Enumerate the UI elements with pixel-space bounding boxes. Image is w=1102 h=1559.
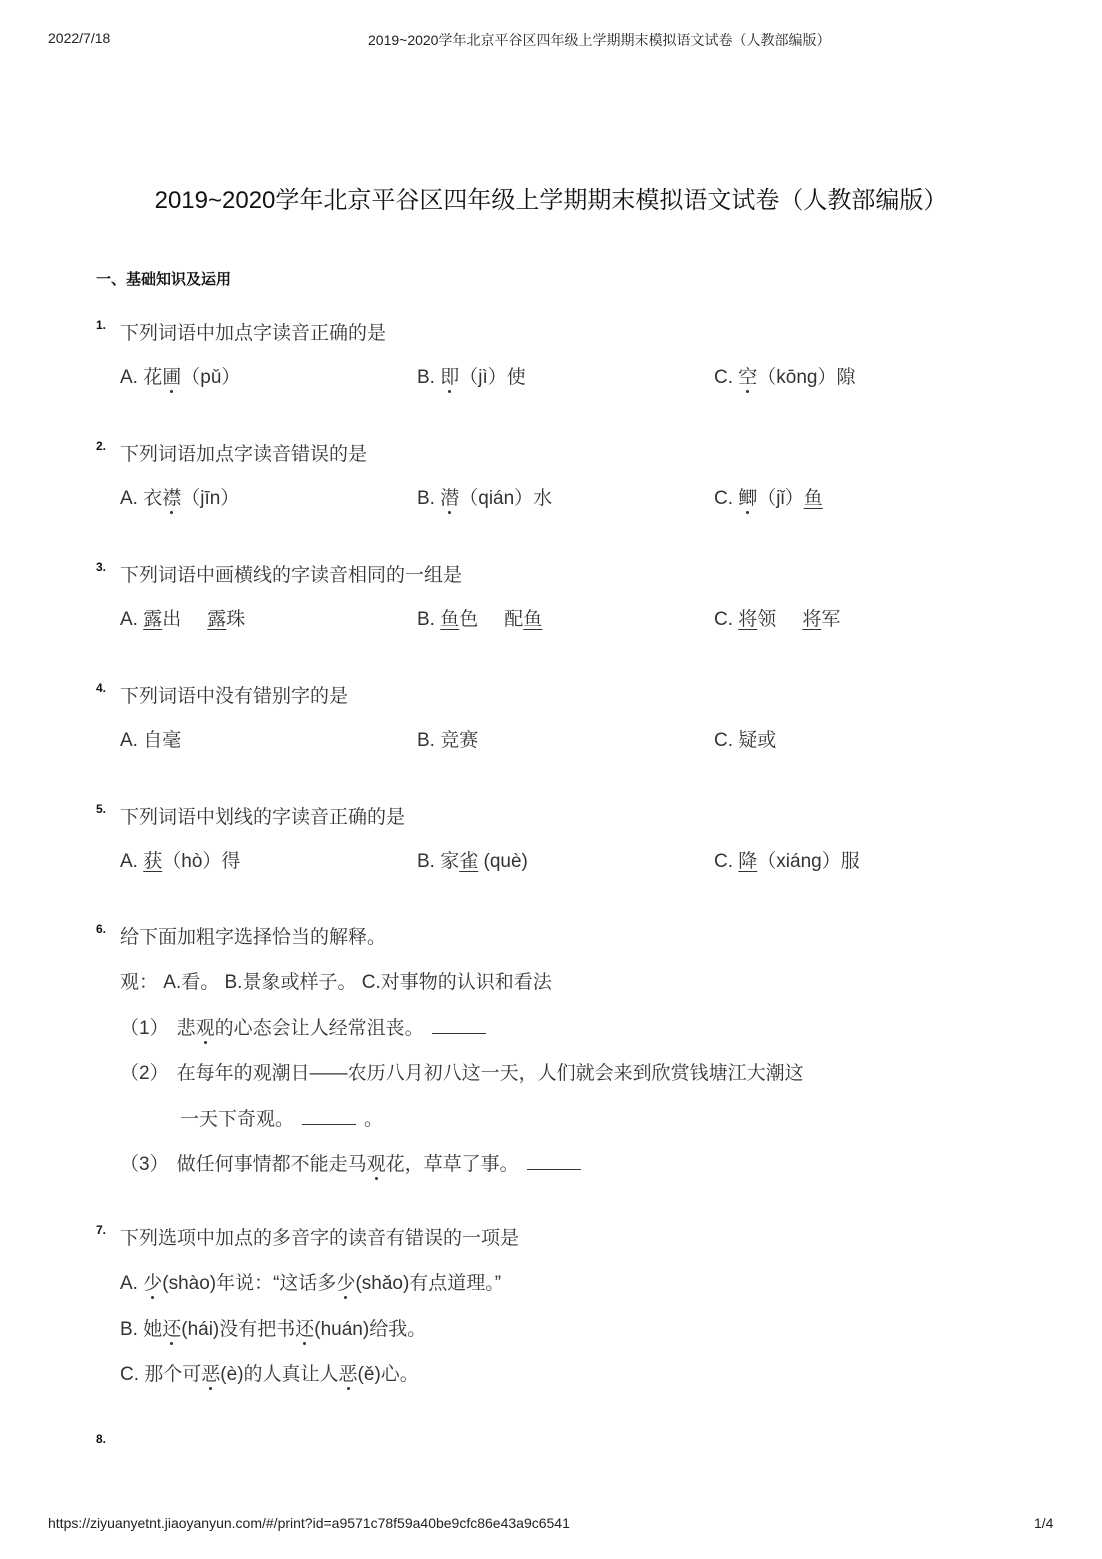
footer-url[interactable]: https://ziyuanyetnt.jiaoyanyun.com/#/print?id=a9571c78f59a40be9cfc86e43a9c6541 — [48, 1515, 570, 1531]
options — [120, 483, 1020, 513]
sub-item-2-cont: 一天下奇观。 。 — [180, 1104, 383, 1131]
answer-blank[interactable] — [302, 1106, 356, 1125]
option-a[interactable]: A. 露出 露珠 — [120, 609, 246, 630]
option-b[interactable]: B. 潜（qián）水 — [417, 483, 552, 510]
option-b[interactable]: B. 竞赛 — [417, 730, 479, 751]
question-number: 8. — [96, 1432, 107, 1446]
option-a[interactable]: A. 获（hò）得 — [120, 851, 241, 872]
option-a[interactable]: A. 花圃（pǔ） — [120, 362, 240, 389]
options — [120, 725, 1020, 755]
header-title: 2019~2020学年北京平谷区四年级上学期期末模拟语文试卷（人教部编版） — [368, 32, 831, 48]
option-b[interactable]: B. 她还(hái)没有把书还(huán)给我。 — [120, 1314, 426, 1341]
option-c[interactable]: C. 空（kōng）隙 — [714, 362, 856, 389]
page-title: 2019~2020学年北京平谷区四年级上学期期末模拟语文试卷（人教部编版） — [154, 187, 948, 214]
option-b[interactable]: B. 即（jì）使 — [417, 362, 526, 389]
question-stem: 给下面加粗字选择恰当的解释。 — [120, 927, 387, 948]
sub-item-2: （2） 在每年的观潮日——农历八月初八这一天，人们就会来到欣赏钱塘江大潮这 — [120, 1063, 804, 1084]
option-c[interactable]: C. 那个可恶(è)的人真让人恶(ě)心。 — [120, 1359, 419, 1386]
options — [120, 604, 1020, 634]
option-c[interactable]: C. 鲫（jǐ）鱼 — [714, 483, 823, 510]
answer-blank[interactable] — [432, 1015, 486, 1034]
options — [120, 846, 1020, 876]
sub-item-1: （1） 悲观的心态会让人经常沮丧。 — [120, 1013, 486, 1040]
question-number: 4. — [96, 681, 107, 695]
question-number: 1. — [96, 318, 107, 332]
question-number: 2. — [96, 439, 107, 453]
page-number: 1/4 — [1034, 1515, 1054, 1531]
question-stem: 下列词语中加点字读音正确的是 — [120, 323, 387, 344]
option-a[interactable]: A. 少(shào)年说：“这话多少(shǎo)有点道理。” — [120, 1268, 501, 1295]
option-b[interactable]: B. 鱼色 配鱼 — [417, 609, 543, 630]
option-c[interactable]: C. 疑或 — [714, 730, 777, 751]
explanation-options: 观： A.看。 B.景象或样子。 C.对事物的认识和看法 — [120, 972, 552, 993]
header-date: 2022/7/18 — [48, 30, 111, 46]
option-c[interactable]: C. 将领 将军 — [714, 609, 841, 630]
question-stem: 下列词语中没有错别字的是 — [120, 686, 349, 707]
section-heading: 一、基础知识及运用 — [96, 271, 232, 288]
question-stem: 下列选项中加点的多音字的读音有错误的一项是 — [120, 1228, 520, 1249]
option-a[interactable]: A. 自毫 — [120, 730, 182, 751]
question-stem: 下列词语加点字读音错误的是 — [120, 444, 368, 465]
options — [120, 362, 1020, 392]
question-stem: 下列词语中划线的字读音正确的是 — [120, 807, 406, 828]
sub-item-3: （3） 做任何事情都不能走马观花，草草了事。 — [120, 1149, 581, 1176]
option-c[interactable]: C. 降（xiáng）服 — [714, 851, 860, 872]
question-number: 3. — [96, 560, 107, 574]
question-number: 7. — [96, 1223, 107, 1237]
question-number: 5. — [96, 802, 107, 816]
question-stem: 下列词语中画横线的字读音相同的一组是 — [120, 565, 463, 586]
option-b[interactable]: B. 家雀 (què) — [417, 851, 528, 872]
answer-blank[interactable] — [527, 1151, 581, 1170]
question-number: 6. — [96, 922, 107, 936]
option-a[interactable]: A. 衣襟（jīn） — [120, 483, 239, 510]
